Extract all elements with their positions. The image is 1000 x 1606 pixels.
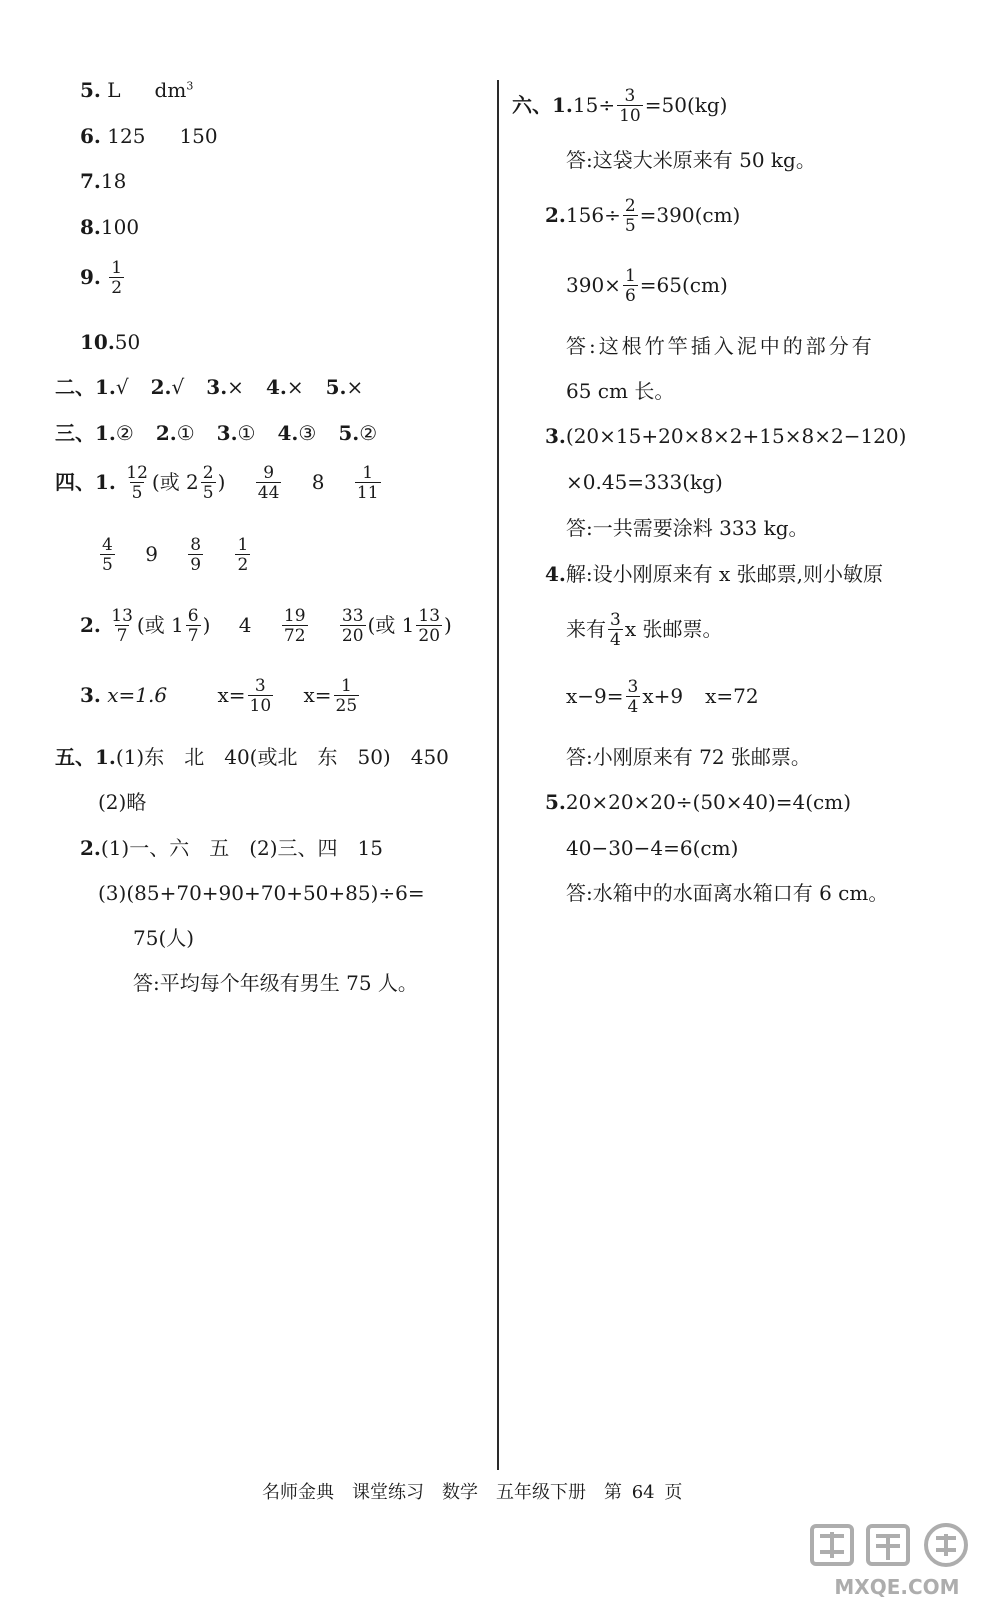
section-6-q2-answer-cont: 65 cm 长。 bbox=[566, 379, 675, 403]
section-6-q4-answer: 答:小刚原来有 72 张邮票。 bbox=[566, 745, 811, 769]
section-6-q1-answer: 答:这袋大米原来有 50 kg。 bbox=[566, 148, 816, 172]
section-4-q1-row2: $\frac{4}{5}$ 9 $\frac{8}{9}$ $\frac{1}{2}$ bbox=[102, 535, 249, 575]
section-6-q2-answer: 答:这根竹竿插入泥中的部分有 bbox=[566, 334, 875, 358]
section-6-q4-line2: 来有 $\frac{3}{4}$ x 张邮票。 bbox=[566, 610, 723, 650]
fraction: $\frac{3}{10}$ bbox=[249, 676, 272, 716]
fraction: $\frac{1}{2}$ bbox=[111, 258, 123, 298]
column-divider bbox=[497, 80, 499, 1470]
fraction: $\frac{3}{4}$ bbox=[610, 610, 621, 650]
fraction: $\frac{33}{20}$ bbox=[341, 606, 364, 646]
section-6-q5-answer: 答:水箱中的水面离水箱口有 6 cm。 bbox=[566, 881, 889, 905]
section-6-q4-equation: x−9= $\frac{3}{4}$ x+9 x=72 bbox=[566, 677, 759, 717]
section-5-q2-answer: 答:平均每个年级有男生 75 人。 bbox=[133, 971, 418, 995]
page-footer: 名师金典 课堂练习 数学 五年级下册 第 64 页 bbox=[262, 1482, 683, 1503]
section-5-q2-line3: 75(人) bbox=[133, 926, 195, 950]
section-6-q1: 六、1.15÷ $\frac{3}{10}$ =50(kg) bbox=[512, 86, 728, 126]
watermark-logo bbox=[802, 1522, 992, 1600]
section-3-answers: 三、1.② 2.① 3.① 4.③ 5.② bbox=[55, 421, 378, 445]
section-6-q3-line1: 3.(20×15+20×8×2+15×8×2−120) bbox=[545, 424, 907, 448]
fraction: $\frac{2}{5}$ bbox=[202, 463, 214, 503]
section-6-q3-answer: 答:一共需要涂料 333 kg。 bbox=[566, 516, 809, 540]
answer-q8: 8.100 bbox=[80, 215, 140, 239]
answer-q9: 9. $\frac{1}{2}$ bbox=[80, 258, 123, 298]
answer-q7: 7.18 bbox=[80, 169, 127, 193]
fraction: $\frac{1}{2}$ bbox=[237, 535, 249, 575]
answer-q5: 5. L $dm^3$ bbox=[80, 78, 194, 102]
section-4-q3: 3. x=1.6 x= $\frac{3}{10}$ x= $\frac{1}{25}$ bbox=[80, 676, 358, 716]
section-2-answers: 二、1.√ 2.√ 3.× 4.× 5.× bbox=[55, 375, 364, 399]
section-5-q2-line2: (3)(85+70+90+70+50+85)÷6= bbox=[98, 881, 425, 905]
fraction: $\frac{3}{10}$ bbox=[619, 86, 641, 126]
section-4-q2: 2. $\frac{13}{7}$ (或 1 $\frac{6}{7}$ ) 4 $\frac{19}{72}$ $\frac{33}{20}$ (或 1 $\frac{13}{20}$ ) bbox=[80, 606, 452, 646]
section-5-q2-line1: 2.(1)一、六 五 (2)三、四 15 bbox=[80, 836, 383, 860]
fraction: $\frac{1}{6}$ bbox=[624, 266, 636, 306]
section-6-q2-line1: 2.156÷ $\frac{2}{5}$ =390(cm) bbox=[545, 196, 741, 236]
fraction: $\frac{13}{7}$ bbox=[111, 606, 133, 646]
watermark-icon bbox=[802, 1522, 992, 1600]
fraction: $\frac{8}{9}$ bbox=[190, 535, 202, 575]
section-6-q5-line2: 40−30−4=6(cm) bbox=[566, 836, 739, 860]
section-5-q1-line2: (2)略 bbox=[98, 790, 147, 814]
svg-text:MXQE.COM: MXQE.COM bbox=[834, 1575, 960, 1599]
fraction: $\frac{19}{72}$ bbox=[283, 606, 306, 646]
section-6-q5-line1: 5.20×20×20÷(50×40)=4(cm) bbox=[545, 790, 852, 814]
answer-q6: 6. 125 150 bbox=[80, 124, 218, 148]
section-6-q4-line1: 4.解:设小刚原来有 x 张邮票,则小敏原 bbox=[545, 562, 883, 586]
fraction: $\frac{13}{20}$ bbox=[418, 606, 441, 646]
section-6-q3-line2: ×0.45=333(kg) bbox=[566, 470, 723, 494]
fraction: $\frac{3}{4}$ bbox=[627, 677, 639, 717]
fraction: $\frac{1}{11}$ bbox=[356, 463, 379, 503]
fraction: $\frac{2}{5}$ bbox=[624, 196, 636, 236]
fraction: $\frac{9}{44}$ bbox=[257, 463, 280, 503]
section-4-q1-row1: 四、1. $\frac{12}{5}$ (或 2 $\frac{2}{5}$ ) $\frac{9}{44}$ 8 $\frac{1}{11}$ bbox=[55, 463, 379, 503]
fraction: $\frac{4}{5}$ bbox=[102, 535, 113, 575]
fraction: $\frac{12}{5}$ bbox=[126, 463, 148, 503]
section-5-q1-line1: 五、1.(1)东 北 40(或北 东 50) 450 bbox=[55, 745, 449, 769]
section-6-q2-line2: 390× $\frac{1}{6}$ =65(cm) bbox=[566, 266, 728, 306]
fraction: $\frac{1}{25}$ bbox=[335, 676, 358, 716]
fraction: $\frac{6}{7}$ bbox=[187, 606, 199, 646]
answer-q10: 10.50 bbox=[80, 330, 141, 354]
